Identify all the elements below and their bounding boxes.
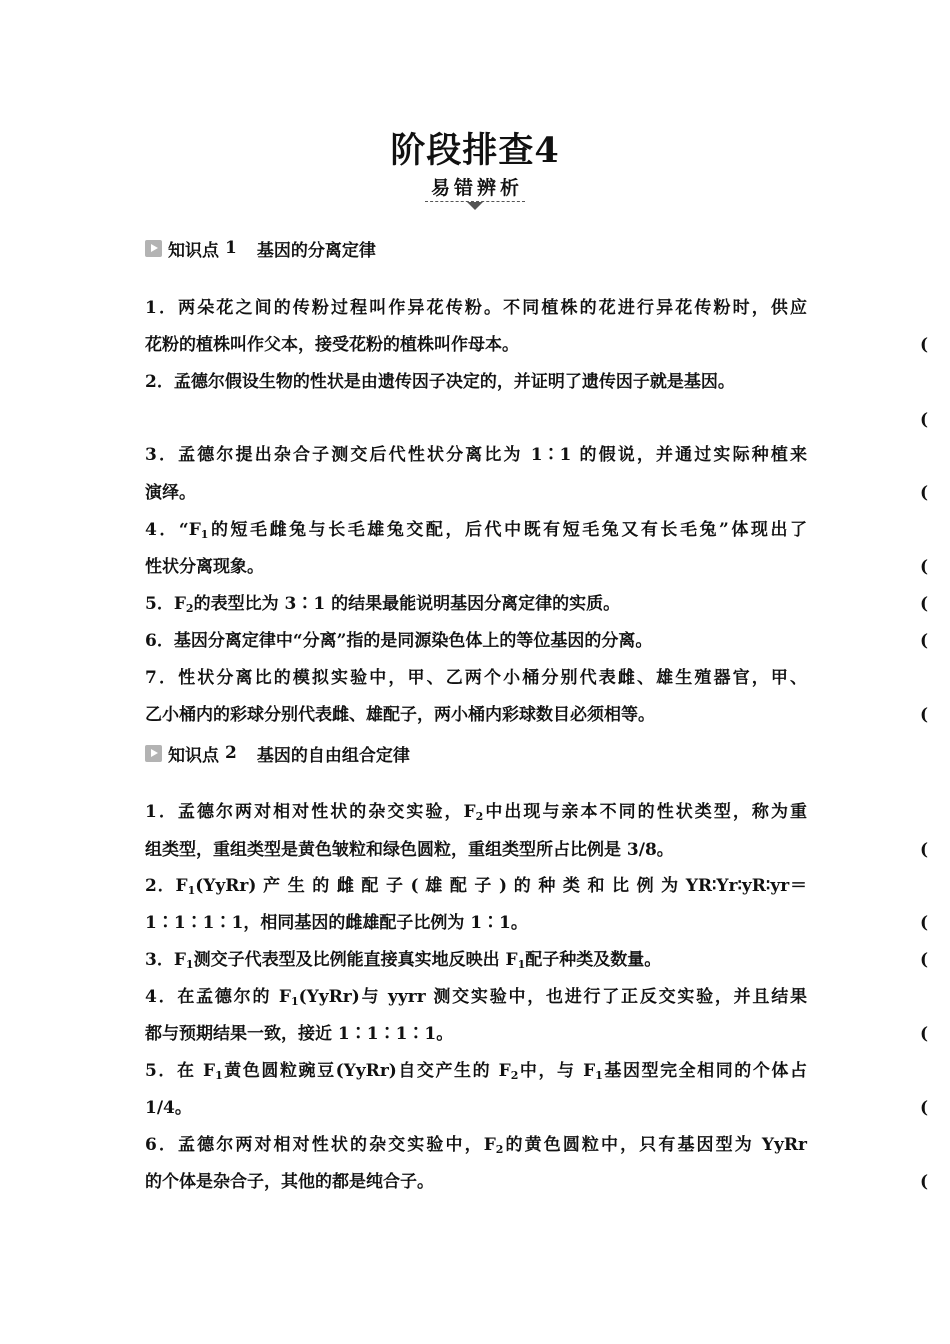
item-line: 6．基因分离定律中“分离”指的是同源染色体上的等位基因的分离。: [145, 631, 653, 651]
section-label: 知识点: [168, 240, 219, 261]
item-line: 5．在 $F_1$黄色圆粒豌豆(YyRr)自交产生的 $F_2$中，与 $F_1$基因型完全相同的个体占: [145, 1061, 807, 1082]
item-line: 3．$F_1$测交子代表型及比例能直接真实地反映出 $F_1$配子种类及数量。: [145, 950, 662, 971]
answer-paren: (: [920, 840, 929, 860]
item-line: 1/4。: [145, 1098, 192, 1118]
subtitle-wrap: [0, 176, 950, 202]
triangle-down-icon: [467, 202, 483, 210]
section-label: 知识点: [168, 745, 219, 766]
section-heading-2: [145, 741, 410, 765]
item-line: 7．性状分离比的模拟实验中，甲、乙两个小桶分别代表雌、雄生殖器官，甲、: [145, 668, 807, 688]
answer-paren: (: [920, 705, 929, 725]
item-line: 演绎。: [145, 483, 196, 503]
item-line: 1．孟德尔两对相对性状的杂交实验，$F_2$中出现与亲本不同的性状类型，称为重: [145, 802, 807, 823]
item-line: 5．$F_2$的表型比为 3∶1 的结果最能说明基因分离定律的实质。: [145, 594, 621, 615]
section-name: 基因的分离定律: [256, 240, 376, 261]
section-name: 基因的自由组合定律: [256, 745, 410, 766]
answer-paren: (: [920, 483, 929, 503]
section-heading-1: [145, 236, 376, 260]
subtitle: [425, 176, 525, 202]
subtitle-text: 易错辨析: [430, 177, 523, 199]
item-line: 2．孟德尔假设生物的性状是由遗传因子决定的，并证明了遗传因子就是基因。: [145, 372, 735, 392]
answer-paren: (: [920, 913, 929, 933]
answer-paren: (: [920, 557, 929, 577]
item-line: 性状分离现象。: [145, 557, 264, 577]
item-line: 3．孟德尔提出杂合子测交后代性状分离比为 1∶1 的假说，并通过实际种植来: [145, 445, 807, 465]
answer-paren: (: [920, 1172, 929, 1192]
answer-paren: (: [920, 594, 929, 614]
item-line: 都与预期结果一致，接近 1∶1∶1∶1。: [145, 1024, 454, 1044]
answer-paren: (: [920, 950, 929, 970]
item-line: 1∶1∶1∶1，相同基因的雌雄配子比例为 1∶1。: [145, 913, 528, 933]
item-line: 2．$F_1(YyRr)$ 产 生 的 雌 配 子 ( 雄 配 子 ) 的 种 类 和 比 例 为 YR∶Yr∶yR∶yr＝: [145, 876, 807, 897]
item-line: 1．两朵花之间的传粉过程叫作异花传粉。不同植株的花进行异花传粉时，供应: [145, 298, 807, 318]
answer-paren: (: [920, 410, 929, 430]
answer-paren: (: [920, 631, 929, 651]
item-line: 组类型，重组类型是黄色皱粒和绿色圆粒，重组类型所占比例是 3/8。: [145, 840, 674, 860]
item-line: 乙小桶内的彩球分别代表雌、雄配子，两小桶内彩球数目必须相等。: [145, 705, 655, 725]
play-icon: [145, 745, 162, 762]
item-line: 6．孟德尔两对相对性状的杂交实验中，$F_2$的黄色圆粒中，只有基因型为 YyRr: [145, 1135, 807, 1156]
answer-paren: (: [920, 1098, 929, 1118]
section-number: 1: [225, 238, 237, 258]
item-line: 的个体是杂合子，其他的都是纯合子。: [145, 1172, 434, 1192]
answer-paren: (: [920, 335, 929, 355]
item-line: 花粉的植株叫作父本，接受花粉的植株叫作母本。: [145, 335, 519, 355]
item-line: 4．“$F_1$的短毛雌兔与长毛雄兔交配，后代中既有短毛兔又有长毛兔”体现出了: [145, 520, 807, 541]
section-number: 2: [225, 743, 237, 763]
item-line: 4．在孟德尔的 $F_1(YyRr)$与 yyrr 测交实验中，也进行了正反交实验，并且结果: [145, 987, 807, 1008]
page-title: 阶段排查4: [390, 130, 560, 171]
play-icon: [145, 240, 162, 257]
answer-paren: (: [920, 1024, 929, 1044]
